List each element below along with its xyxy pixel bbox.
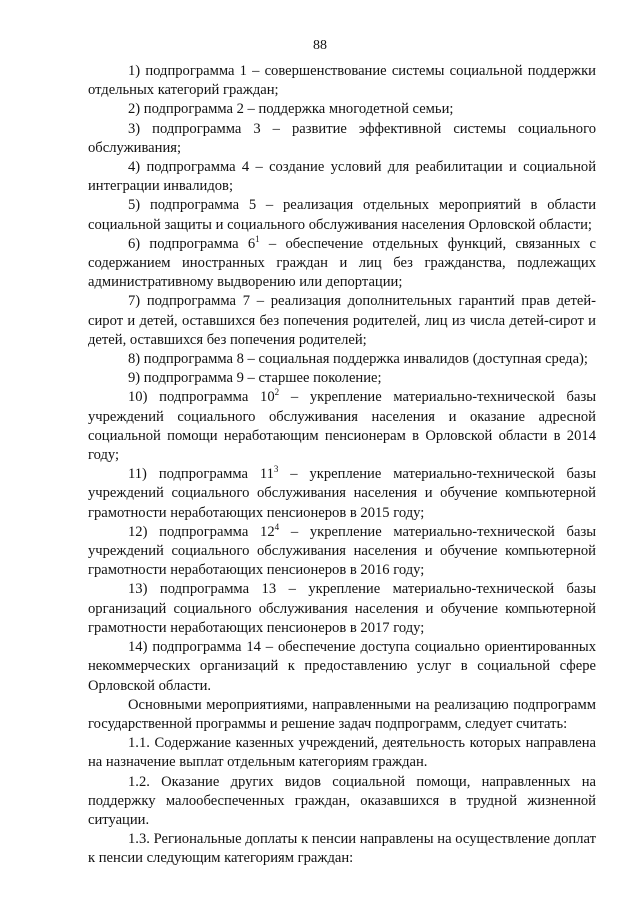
document-body [88,62,596,869]
page-number: 88 [313,38,327,53]
paragraph: 3) подпрограмма 3 – развитие эффективной системы социального обслуживания; [88,120,596,156]
footnote-mark: 2 [274,387,280,398]
paragraph: 1.3. Региональные доплаты к пенсии направлены на осуществление доплат к пенсии следующим категориям граждан: [88,831,596,867]
paragraph: 9) подпрограмма 9 – старшее поколение; [128,370,382,387]
paragraph: Основными мероприятиями, направленными на реализацию подпрограмм государственной программы и решение задач подпрограмм, следует считать: [88,696,596,732]
paragraph: 2) подпрограмма 2 – поддержка многодетной семьи; [128,101,454,118]
paragraph: 7) подпрограмма 7 – реализация дополнительных гарантий прав детей-сирот и детей, оставшихся без попечения родителей, лиц из числа детей-сирот и детей, оставшихся без попечения родителей; [88,293,596,348]
footnote-mark: 4 [274,522,280,533]
paragraph: 10) подпрограмма $10^2$ – укрепление материально-технической базы учреждений социального обслуживания населения и оказание адресной социальной помощи неработающим пенсионерам в Орловской области в 2014 году; [88,387,597,464]
footnote-mark: 3 [273,464,279,475]
paragraph: 6) подпрограмма $6^1$ – обеспечение отдельных функций, связанных с содержанием иностранных граждан и лиц без гражданства, подлежащих административному выдворению или депортации; [88,233,596,291]
paragraph: 5) подпрограмма 5 – реализация отдельных мероприятий в области социальной защиты и социального обслуживания населения Орловской области; [88,197,596,233]
paragraph: 11) подпрограмма $11^3$ – укрепление материально-технической базы учреждений социального обслуживания населения и обучение компьютерной грамотности неработающих пенсионеров в 2015 году; [88,464,596,521]
footnote-mark: 1 [255,233,260,244]
paragraph: 13) подпрограмма 13 – укрепление материально-технической базы организаций социального обслуживания населения и обучение компьютерной грамотности неработающих пенсионеров в 2017 году; [88,581,596,636]
paragraph: 1.2. Оказание других видов социальной помощи, направленных на поддержку малообеспеченных граждан, оказавшихся в трудной жизненной ситуации. [88,773,596,828]
paragraph: 1.1. Содержание казенных учреждений, деятельность которых направлена на назначение выплат отдельным категориям граждан. [88,735,596,771]
paragraph: 4) подпрограмма 4 – создание условий для реабилитации и социальной интеграции инвалидов; [88,159,596,195]
paragraph: 8) подпрограмма 8 – социальная поддержка инвалидов (доступная среда); [128,351,588,368]
paragraph: 1) подпрограмма 1 – совершенствование системы социальной поддержки отдельных категорий граждан; [88,63,596,99]
paragraph: 14) подпрограмма 14 – обеспечение доступа социально ориентированных некоммерческих организаций к предоставлению услуг в социальной сфере Орловской области. [88,639,596,694]
paragraph: 12) подпрограмма $12^4$ – укрепление материально-технической базы учреждений социального обслуживания населения и обучение компьютерной грамотности неработающих пенсионеров в 2016 году; [88,522,597,579]
